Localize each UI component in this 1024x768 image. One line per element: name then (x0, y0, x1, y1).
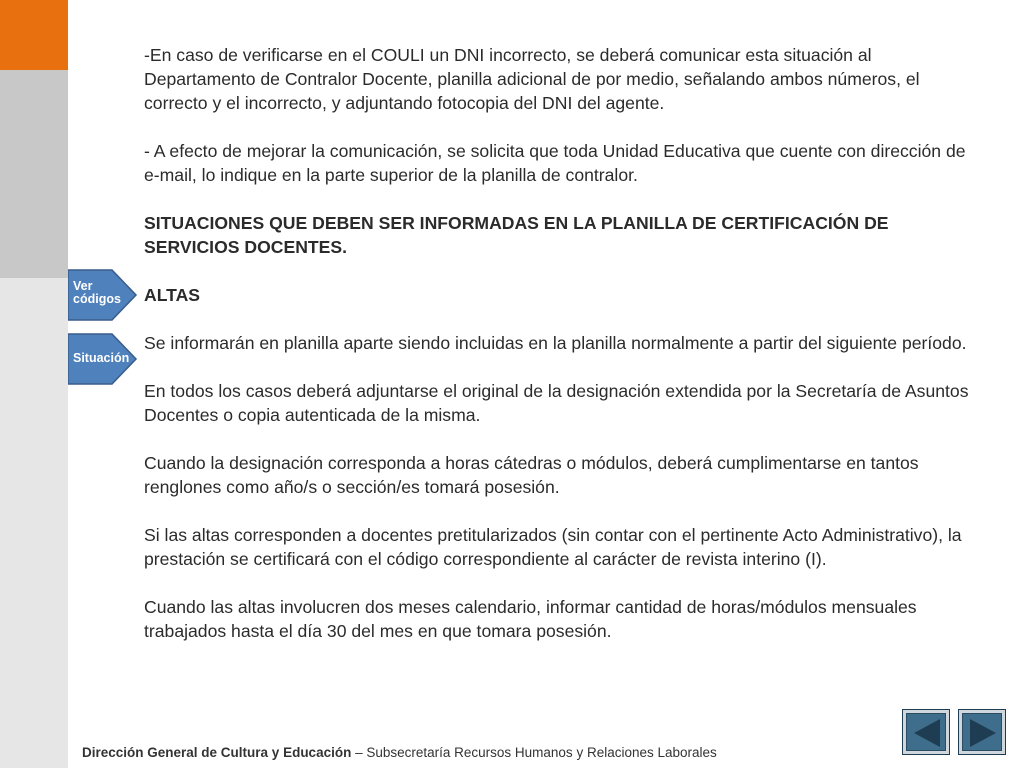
paragraph-horas-catedras: Cuando la designación corresponda a horas cátedras o módulos, deberá cumplimentarse en tantos renglones como año/s o sección/es tomará posesión. (144, 453, 919, 497)
paragraph-pretitularizados: Si las altas corresponden a docentes pretitularizados (sin contar con el pertinente Acto Administrativo), la prestación se certificará con el código correspondiente al carácter de revista interino (I). (144, 525, 962, 569)
paragraph-meses-calendario: Cuando las altas involucren dos meses calendario, informar cantidad de horas/módulos mensuales trabajados hasta el día 30 del mes en que tomara posesión. (144, 597, 917, 641)
paragraph-email: - A efecto de mejorar la comunicación, se solicita que toda Unidad Educativa que cuente con dirección de e-mail, lo indique en la parte superior de la planilla de contralor. (144, 141, 966, 185)
paragraph-planilla-aparte: Se informarán en planilla aparte siendo incluidas en la planilla normalmente a partir del siguiente período. (144, 333, 967, 353)
previous-slide-button[interactable] (902, 709, 950, 755)
accent-block (0, 0, 68, 70)
footer-dept: Subsecretaría Recursos Humanos y Relaciones Laborales (366, 745, 717, 760)
ver-codigos-label: Ver códigos (73, 279, 121, 306)
triangle-left-icon (903, 710, 951, 756)
situacion-button[interactable] (68, 333, 138, 385)
ver-codigos-button[interactable] (68, 269, 138, 321)
triangle-right-icon (959, 710, 1007, 756)
subsection-heading: ALTAS (144, 285, 201, 305)
situacion-label: Situación (73, 351, 130, 365)
paragraph-designacion: En todos los casos deberá adjuntarse el original de la designación extendida por la Secretaría de Asuntos Docentes o copia autenticada de la misma. (144, 381, 969, 425)
left-sidebar-band (0, 70, 68, 278)
next-slide-button[interactable] (958, 709, 1006, 755)
paragraph-dni: -En caso de verificarse en el COULI un DNI incorrecto, se deberá comunicar esta situación al Departamento de Contralor Docente, planilla adicional de por medio, señalando ambos números, el correcto y el incorrecto, y adjuntando fotocopia del DNI del agente. (144, 45, 920, 113)
footer (82, 745, 717, 760)
section-heading: SITUACIONES QUE DEBEN SER INFORMADAS EN LA PLANILLA DE CERTIFICACIÓN DE SERVICIOS DOCENTES. (144, 213, 889, 257)
footer-separator: – (351, 745, 367, 760)
footer-org: Dirección General de Cultura y Educación (82, 745, 352, 760)
slide-body (144, 43, 974, 643)
